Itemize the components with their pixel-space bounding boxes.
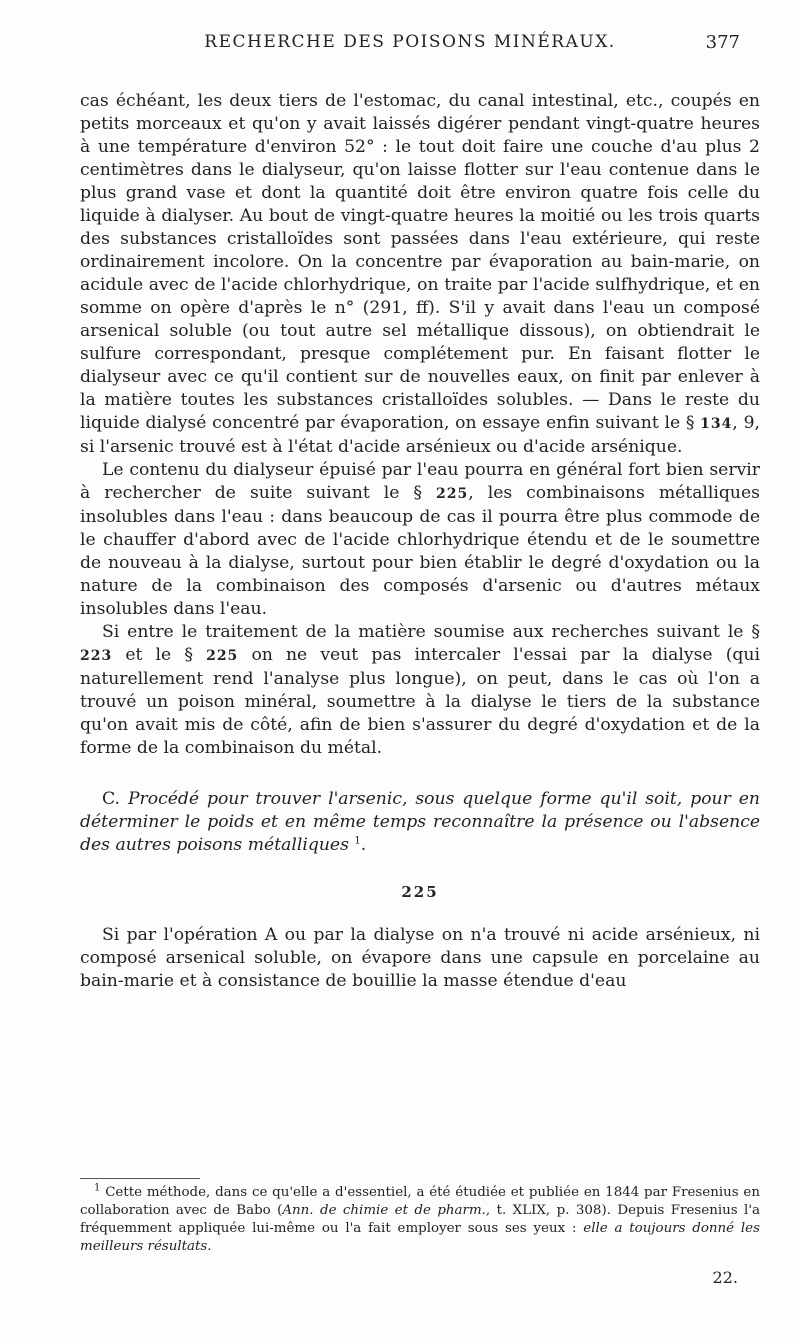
paragraph-3 [80, 621, 760, 760]
section-ref: 225 [206, 648, 239, 664]
paragraph-4-text: Si par l'opération A ou par la dialyse on n'a trouvé ni acide arsénieux, ni composé arsenical soluble, on évapore dans une capsule en porcelaine au bain-marie et à consistance de bouillie la masse étendue d'eau [80, 925, 760, 991]
footnote-marker: 1 [354, 835, 361, 847]
running-title: RECHERCHE DES POISONS MINÉRAUX. [204, 32, 616, 52]
section-number: 225 [401, 883, 439, 901]
footnote-text-c: elle a toujours donné les meilleurs résultats. [80, 1221, 760, 1254]
heading-end: . [360, 835, 367, 855]
heading-letter: C. [102, 789, 121, 809]
page-number: 377 [705, 32, 740, 53]
footnote-number: 1 [94, 1182, 101, 1194]
paragraph-2 [80, 459, 760, 621]
section-ref: 223 [80, 648, 113, 664]
paragraph-1-text: cas échéant, les deux tiers de l'estomac, du canal intestinal, etc., coupés en petits morceaux et qu'on y avait laissés digérer pendant vingt-quatre heures à une température d'environ 52° : le tout doit faire une couche d'au plus 2 centimètres dans le dialyseur, qu'on laisse flotter sur l'eau contenue dans le plus grand vase et dont la quantité doit être environ quatre fois celle du liquide à dialyser. Au bout de vingt-quatre heures la moitié ou les trois quarts des substances cristalloïdes sont passées dans l'eau extérieure, qui reste ordinairement incolore. On la concentre par évaporation au bain-marie, on acidule avec de l'acide chlorhydrique, on traite par l'acide sulfhydrique, et en somme on opère d'après le n° (291, ff). S'il y avait dans l'eau un composé arsenical soluble (ou tout autre sel métallique dissous), on obtiendrait le sulfure correspondant, presque complétement pur. En faisant flotter le dialyseur avec ce qu'il contient sur de nouvelles eaux, on finit par enlever à la matière toutes les substances cristalloïdes solubles. — Dans le reste du liquide dialysé concentré par évaporation, on essaye enfin suivant le § [80, 91, 760, 433]
footnote [80, 1184, 760, 1256]
paragraph-3-text-c: on ne veut pas intercaler l'essai par la dialyse (qui naturellement rend l'analyse plus longue), on peut, dans le cas où l'on a trouvé un poison minéral, soumettre à la dialyse le tiers de la substance qu'on avait mis de côté, afin de bien s'assurer du degré d'oxydation et de la forme de la combinaison du métal. [80, 645, 760, 758]
paragraph-1 [80, 90, 760, 459]
paragraph-4 [80, 924, 760, 993]
footnote-text-a: Cette méthode, dans ce qu'elle a d'essentiel, a été étudiée et publiée en 1844 par Fresenius en collaboration avec de Babo ( [80, 1185, 760, 1218]
body-text [80, 90, 760, 993]
paragraph-2-text-a: Le contenu du dialyseur épuisé par l'eau pourra en général fort bien servir à rechercher de suite suivant le § [80, 460, 760, 503]
running-header [80, 30, 740, 60]
footnote-citation: Ann. de chimie et de pharm. [282, 1203, 486, 1218]
paragraph-3-text-b: et le § [125, 645, 193, 665]
section-ref: 134 [700, 416, 733, 432]
signature-mark: 22. [712, 1268, 738, 1287]
paragraph-1-tail: , 9, si l'arsenic trouvé est à l'état d'acide arsénieux ou d'acide arsénique. [80, 413, 760, 457]
paragraph-3-text-a: Si entre le traitement de la matière soumise aux recherches suivant le § [102, 622, 760, 642]
section-ref: 225 [436, 486, 469, 502]
heading-text: Procédé pour trouver l'arsenic, sous quelque forme qu'il soit, pour en déterminer le poids et en même temps reconnaître la présence ou l'absence des autres poisons métalliques [80, 789, 760, 855]
section-heading [80, 788, 760, 857]
footnote-text-b: , t. XLIX, p. 308). Depuis Fresenius l'a fréquemment appliquée lui-même ou l'a fait employer sous ses yeux : [80, 1203, 761, 1236]
footnote-divider [80, 1178, 200, 1179]
paragraph-2-text-b: , les combinaisons métalliques insolubles dans l'eau : dans beaucoup de cas il pourra être plus commode de le chauffer d'abord avec de l'acide chlorhydrique étendu et de le soumettre de nouveau à la dialyse, surtout pour bien établir le degré d'oxydation ou la nature de la combinaison des composés d'arsenic ou d'autres métaux insolubles dans l'eau. [80, 483, 760, 619]
